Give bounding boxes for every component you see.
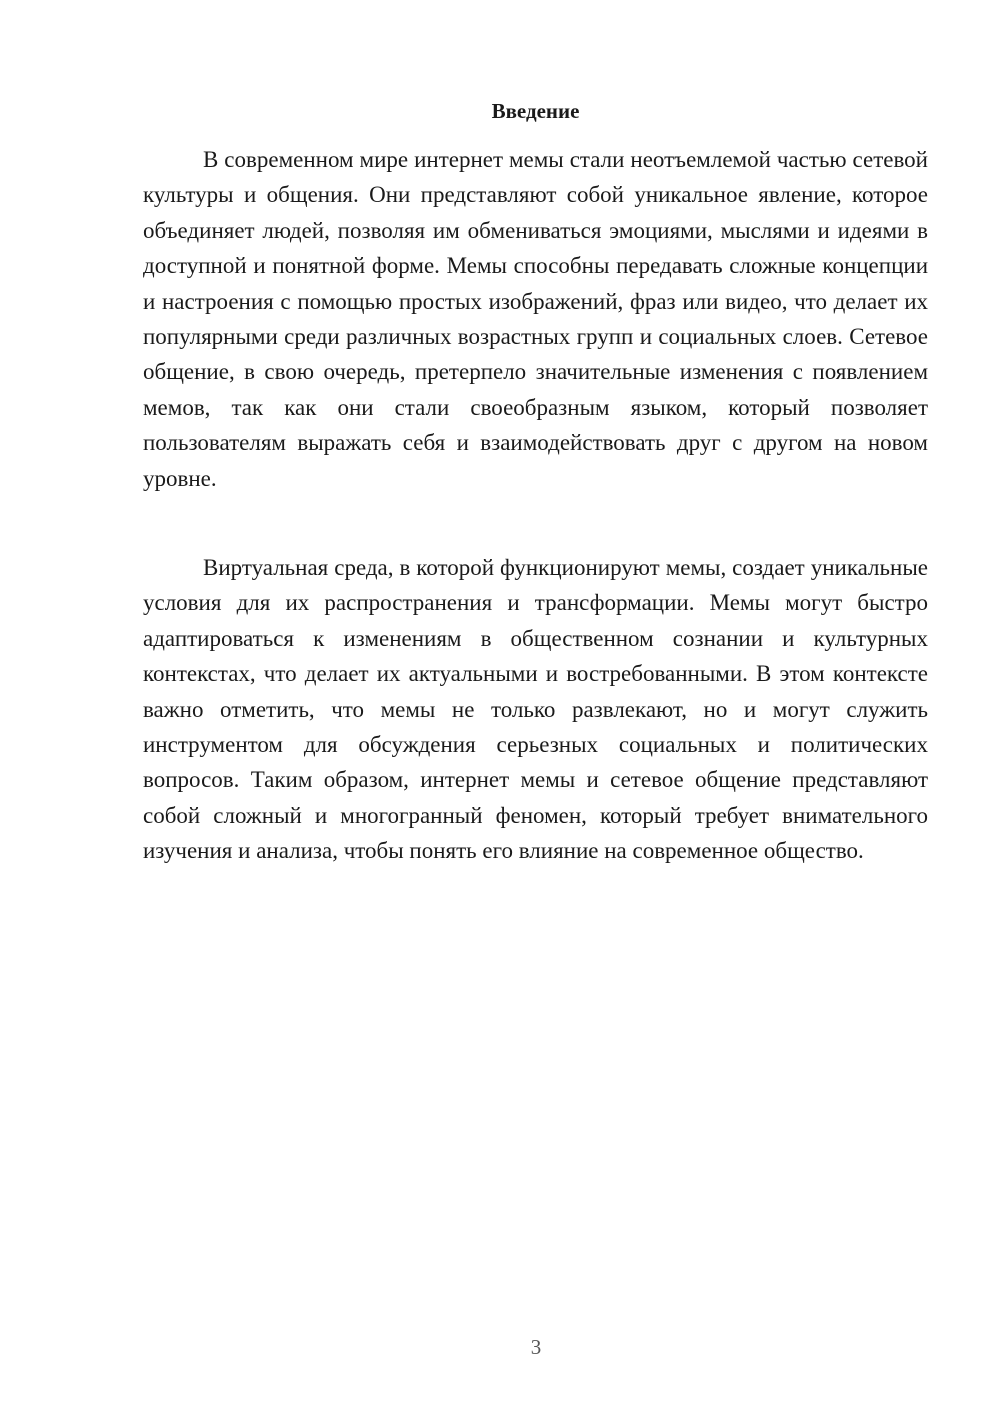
body-paragraph-2: Виртуальная среда, в которой функционируют мемы, создает уникальные условия для их распространения и трансформации. Мемы могут быстро адаптироваться к изменениям в общественном сознании и культурных контекстах, что делает их актуальными и востребованными. В этом контексте важно отметить, что мемы не только развлекают, но и могут служить инструментом для обсуждения серьезных социальных и политических вопросов. Таким образом, интернет мемы и сетевое общение представляют собой сложный и многогранный феномен, который требует внимательного изучения и анализа, чтобы понять его влияние на современное общество. — [143, 555, 928, 864]
body-paragraph-1: В современном мире интернет мемы стали неотъемлемой частью сетевой культуры и общения. Они представляют собой уникальное явление, которое объединяет людей, позволяя им обмениваться эмоциями, мыслями и идеями в доступной и понятной форме. Мемы способны передавать сложные концепции и настроения с помощью простых изображений, фраз или видео, что делает их популярными среди различных возрастных групп и социальных слоев. Сетевое общение, в свою очередь, претерпело значительные изменения с появлением мемов, так как они стали своеобразным языком, который позволяет пользователям выражать себя и взаимодействовать друг с другом на новом уровне. — [143, 147, 928, 491]
section-heading: Введение — [491, 99, 580, 123]
page-number: 3 — [530, 1335, 542, 1359]
